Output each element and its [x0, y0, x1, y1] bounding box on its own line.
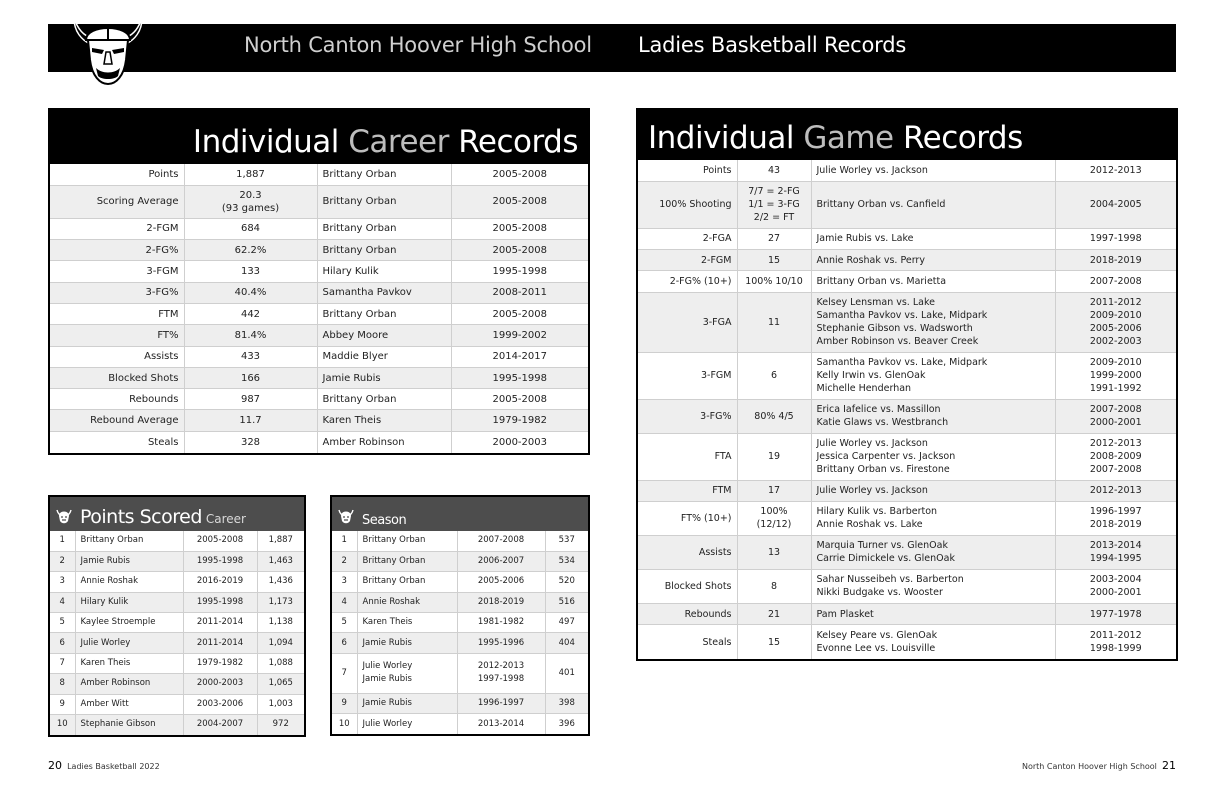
player-years: 2016-2019: [183, 572, 257, 592]
table-row: [638, 250, 1176, 271]
season-year: 2012-2013 1997-1998: [457, 653, 545, 693]
record-years: 2018-2019: [1055, 250, 1176, 271]
footer-right: [1022, 759, 1176, 772]
career-records-header: [50, 110, 588, 164]
points-total: 537: [545, 531, 588, 551]
school-name: North Canton Hoover High School: [244, 33, 592, 57]
player-name: Karen Theis: [357, 613, 457, 633]
rank: 2: [332, 551, 357, 571]
record-category: FT%: [50, 325, 184, 346]
points-total: 396: [558, 718, 575, 729]
rank: 6: [332, 633, 357, 653]
points-total: 398: [545, 693, 588, 713]
record-value: 15: [737, 250, 811, 271]
rank: 7: [50, 653, 75, 673]
left-footer-text: Ladies Basketball 2022: [67, 762, 160, 771]
record-category: FTM: [638, 480, 737, 501]
record-category: Rebounds: [638, 603, 737, 624]
points-total: 516: [545, 592, 588, 612]
points-career-header: [50, 497, 304, 531]
record-category: 3-FG%: [50, 282, 184, 303]
table-row: [50, 572, 304, 592]
record-value: 13: [737, 535, 811, 569]
table-row: [50, 261, 588, 282]
table-row: [50, 431, 588, 452]
rank: 7: [332, 653, 357, 693]
rank: 4: [332, 592, 357, 612]
record-category: Steals: [638, 625, 737, 659]
season-year: 2007-2008: [457, 531, 545, 551]
career-records-table: [50, 164, 588, 453]
player-years: 2000-2003: [183, 674, 257, 694]
record-value: 328: [184, 431, 317, 452]
table-row: [50, 613, 304, 633]
table-row: [638, 480, 1176, 501]
table-row: [50, 389, 588, 410]
record-holder: Brittany Orban: [317, 240, 451, 261]
record-holder: Julie Worley vs. Jackson Jessica Carpenter vs. Jackson Brittany Orban vs. Firestone: [811, 433, 1055, 480]
table-row: [50, 410, 588, 431]
table-row: [50, 551, 304, 571]
player-name: Annie Roshak: [357, 592, 457, 612]
season-year: 2018-2019: [457, 592, 545, 612]
table-row: [638, 352, 1176, 399]
header-banner: [48, 24, 1176, 72]
record-holder: Brittany Orban: [317, 303, 451, 324]
game-records-title: Individual Game Records: [648, 120, 1023, 156]
rank: 8: [50, 674, 75, 694]
record-value: 133: [184, 261, 317, 282]
record-value: 442: [184, 303, 317, 324]
season-year: 2013-2014: [457, 714, 545, 734]
record-category: Rebounds: [50, 389, 184, 410]
player-name: Brittany Orban: [357, 551, 457, 571]
table-row: [50, 185, 588, 218]
footer-left: [48, 759, 160, 772]
points-total: 1,436: [257, 572, 304, 592]
table-row: [332, 551, 588, 571]
record-holder: Marquia Turner vs. GlenOak Carrie Dimickele vs. GlenOak: [811, 535, 1055, 569]
record-category: Blocked Shots: [638, 569, 737, 603]
season-year: 2006-2007: [457, 551, 545, 571]
record-category: Rebound Average: [50, 410, 184, 431]
table-row: [332, 531, 588, 551]
record-years: 2004-2005: [1055, 181, 1176, 228]
record-value: 21: [737, 603, 811, 624]
table-row: [332, 653, 588, 693]
table-row: [638, 433, 1176, 480]
record-category: FT% (10+): [638, 501, 737, 535]
table-row: [50, 674, 304, 694]
record-years: 1997-1998: [1055, 228, 1176, 249]
player-name: Annie Roshak: [75, 572, 183, 592]
points-total: 1,065: [257, 674, 304, 694]
player-name: Kaylee Stroemple: [75, 613, 183, 633]
record-years: 2007-2008 2000-2001: [1055, 399, 1176, 433]
table-row: [332, 572, 588, 592]
record-value: 11.7: [184, 410, 317, 431]
record-years: 2012-2013: [1055, 160, 1176, 181]
table-row: [50, 303, 588, 324]
points-total: 534: [545, 551, 588, 571]
record-category: 3-FGM: [50, 261, 184, 282]
table-row: [50, 694, 304, 714]
points-total: 1,003: [257, 694, 304, 714]
player-name: Karen Theis: [75, 653, 183, 673]
record-holder: Samantha Pavkov: [317, 282, 451, 303]
record-holder: Julie Worley vs. Jackson: [811, 160, 1055, 181]
points-total: 497: [545, 613, 588, 633]
section-title: Ladies Basketball Records: [638, 33, 907, 57]
record-category: 2-FG% (10+): [638, 271, 737, 292]
career-records-title: Individual Career Records: [192, 124, 578, 160]
record-value: 166: [184, 367, 317, 388]
record-years: 1996-1997 2018-2019: [1055, 501, 1176, 535]
points-career-panel: [48, 495, 306, 737]
record-value: 100% 10/10: [737, 271, 811, 292]
table-row: [332, 633, 588, 653]
record-holder: Kelsey Lensman vs. Lake Samantha Pavkov vs. Lake, Midpark Stephanie Gibson vs. Wadsworth Amber Robinson vs. Beaver Creek: [811, 292, 1055, 352]
record-years: 2007-2008: [1055, 271, 1176, 292]
record-years: 2005-2008: [451, 185, 588, 218]
record-years: 2005-2008: [451, 164, 588, 185]
player-name: Julie Worley: [357, 714, 457, 734]
record-holder: Samantha Pavkov vs. Lake, Midpark Kelly Irwin vs. GlenOak Michelle Henderhan: [811, 352, 1055, 399]
record-value: 433: [184, 346, 317, 367]
record-holder: Brittany Orban vs. Canfield: [811, 181, 1055, 228]
record-years: 2003-2004 2000-2001: [1055, 569, 1176, 603]
record-value: 1,887: [184, 164, 317, 185]
points-total: 404: [545, 633, 588, 653]
table-row: [638, 501, 1176, 535]
table-row: [332, 714, 588, 734]
table-row: [50, 346, 588, 367]
player-name: Julie Worley Jamie Rubis: [357, 653, 457, 693]
table-row: [638, 181, 1176, 228]
record-holder: Kelsey Peare vs. GlenOak Evonne Lee vs. Louisville: [811, 625, 1055, 659]
rank: 10: [50, 715, 75, 735]
table-row: [638, 399, 1176, 433]
left-page-number: 20: [48, 759, 62, 772]
rank: 9: [332, 693, 357, 713]
table-row: [50, 653, 304, 673]
record-value: 8: [737, 569, 811, 603]
record-category: 3-FGA: [638, 292, 737, 352]
rank: 1: [332, 531, 357, 551]
record-category: 3-FG%: [638, 399, 737, 433]
record-category: 2-FGM: [50, 218, 184, 239]
player-name: Brittany Orban: [357, 531, 457, 551]
record-value: 6: [737, 352, 811, 399]
record-value: 17: [737, 480, 811, 501]
game-records-panel: [636, 108, 1178, 661]
rank: 5: [332, 613, 357, 633]
player-years: 2004-2007: [183, 715, 257, 735]
record-holder: Karen Theis: [317, 410, 451, 431]
record-value: 27: [737, 228, 811, 249]
game-records-header: [638, 110, 1176, 160]
table-row: [638, 535, 1176, 569]
player-years: 2011-2014: [183, 633, 257, 653]
season-year: 1996-1997: [457, 693, 545, 713]
record-category: FTA: [638, 433, 737, 480]
points-career-table: [50, 531, 304, 735]
player-name: Hilary Kulik: [75, 592, 183, 612]
record-category: 2-FGM: [638, 250, 737, 271]
table-row: [50, 715, 304, 735]
record-holder: Pam Plasket: [811, 603, 1055, 624]
game-records-table: [638, 160, 1176, 659]
record-holder: Sahar Nusseibeh vs. Barberton Nikki Budgake vs. Wooster: [811, 569, 1055, 603]
rank: 5: [50, 613, 75, 633]
points-season-header: [332, 497, 588, 531]
record-years: 1995-1998: [451, 261, 588, 282]
points-total: 1,463: [257, 551, 304, 571]
record-holder: Maddie Blyer: [317, 346, 451, 367]
player-years: 1995-1998: [183, 592, 257, 612]
table-row: [332, 592, 588, 612]
player-name: Amber Witt: [75, 694, 183, 714]
table-row: [50, 240, 588, 261]
record-holder: Hilary Kulik vs. Barberton Annie Roshak vs. Lake: [811, 501, 1055, 535]
player-years: 1995-1998: [183, 551, 257, 571]
player-years: 2005-2008: [183, 531, 257, 551]
rank: 3: [50, 572, 75, 592]
season-year: 1981-1982: [457, 613, 545, 633]
record-holder: Erica Iafelice vs. Massillon Katie Glaws vs. Westbranch: [811, 399, 1055, 433]
record-holder: Amber Robinson: [317, 431, 451, 452]
rank: 9: [50, 694, 75, 714]
player-name: Stephanie Gibson: [75, 715, 183, 735]
record-holder: Brittany Orban: [317, 164, 451, 185]
record-years: 2013-2014 1994-1995: [1055, 535, 1176, 569]
points-total: 1,088: [257, 653, 304, 673]
record-category: Points: [638, 160, 737, 181]
season-year: 2005-2006: [457, 572, 545, 592]
table-row: [50, 592, 304, 612]
viking-helmet-icon: [338, 507, 354, 525]
table-row: [50, 633, 304, 653]
record-category: 100% Shooting: [638, 181, 737, 228]
points-career-title: Points Scored: [80, 506, 202, 528]
points-total: 1,887: [257, 531, 304, 551]
record-value: 15: [737, 625, 811, 659]
record-holder: Brittany Orban: [317, 389, 451, 410]
table-row: [638, 569, 1176, 603]
record-years: 2009-2010 1999-2000 1991-1992: [1055, 352, 1176, 399]
record-years: 2005-2008: [451, 389, 588, 410]
record-years: 2005-2008: [451, 218, 588, 239]
table-row: [638, 292, 1176, 352]
table-row: [638, 625, 1176, 659]
player-years: 2011-2014: [183, 613, 257, 633]
record-category: FTM: [50, 303, 184, 324]
rank: 2: [50, 551, 75, 571]
points-season-table: [332, 531, 588, 734]
record-category: 2-FGA: [638, 228, 737, 249]
table-row: [638, 603, 1176, 624]
rank: 4: [50, 592, 75, 612]
record-value: 62.2%: [184, 240, 317, 261]
record-years: 1977-1978: [1055, 603, 1176, 624]
rank: 3: [332, 572, 357, 592]
points-season-panel: [330, 495, 590, 736]
player-name: Amber Robinson: [75, 674, 183, 694]
points-total: 1,138: [257, 613, 304, 633]
record-value: 20.3 (93 games): [184, 185, 317, 218]
record-category: Points: [50, 164, 184, 185]
record-value: 81.4%: [184, 325, 317, 346]
table-row: [638, 160, 1176, 181]
player-name: Brittany Orban: [75, 531, 183, 551]
record-years: 2014-2017: [451, 346, 588, 367]
rank: 10: [332, 714, 357, 734]
record-category: 2-FG%: [50, 240, 184, 261]
record-years: 2011-2012 1998-1999: [1089, 630, 1142, 655]
record-category: Assists: [638, 535, 737, 569]
record-value: 684: [184, 218, 317, 239]
table-row: [332, 693, 588, 713]
record-category: Steals: [50, 431, 184, 452]
points-total: 520: [545, 572, 588, 592]
record-holder: Brittany Orban: [317, 185, 451, 218]
record-holder: Jamie Rubis: [317, 367, 451, 388]
record-years: 2012-2013: [1055, 480, 1176, 501]
table-row: [50, 531, 304, 551]
record-holder: Annie Roshak vs. Perry: [811, 250, 1055, 271]
record-value: 19: [737, 433, 811, 480]
record-years: 1979-1982: [451, 410, 588, 431]
rank: 6: [50, 633, 75, 653]
points-season-title: Season: [362, 513, 407, 528]
rank: 1: [50, 531, 75, 551]
right-page-number: 21: [1162, 759, 1176, 772]
table-row: [638, 228, 1176, 249]
player-name: Brittany Orban: [357, 572, 457, 592]
table-row: [50, 325, 588, 346]
table-row: [332, 613, 588, 633]
record-years: 2000-2003: [492, 436, 547, 448]
record-years: 2005-2008: [451, 240, 588, 261]
record-category: 3-FGM: [638, 352, 737, 399]
table-row: [50, 367, 588, 388]
record-category: Assists: [50, 346, 184, 367]
player-years: 2003-2006: [183, 694, 257, 714]
record-years: 1995-1998: [451, 367, 588, 388]
viking-helmet-icon: [56, 507, 72, 525]
record-value: 100% (12/12): [737, 501, 811, 535]
points-total: 972: [257, 715, 304, 735]
record-holder: Julie Worley vs. Jackson: [811, 480, 1055, 501]
record-value: 43: [737, 160, 811, 181]
table-row: [50, 164, 588, 185]
record-category: Scoring Average: [50, 185, 184, 218]
points-total: 1,173: [257, 592, 304, 612]
player-name: Julie Worley: [75, 633, 183, 653]
player-name: Jamie Rubis: [357, 693, 457, 713]
record-value: 11: [737, 292, 811, 352]
record-value: 80% 4/5: [737, 399, 811, 433]
record-holder: Brittany Orban: [317, 218, 451, 239]
record-holder: Brittany Orban vs. Marietta: [811, 271, 1055, 292]
points-total: 401: [545, 653, 588, 693]
player-name: Jamie Rubis: [357, 633, 457, 653]
table-row: [50, 218, 588, 239]
record-value: 987: [184, 389, 317, 410]
table-row: [50, 282, 588, 303]
record-category: Blocked Shots: [50, 367, 184, 388]
record-value: 40.4%: [184, 282, 317, 303]
viking-mascot-logo: [68, 10, 148, 90]
right-footer-text: North Canton Hoover High School: [1022, 762, 1157, 771]
points-total: 1,094: [257, 633, 304, 653]
player-name: Jamie Rubis: [75, 551, 183, 571]
record-value: 7/7 = 2-FG 1/1 = 3-FG 2/2 = FT: [737, 181, 811, 228]
record-holder: Abbey Moore: [317, 325, 451, 346]
player-years: 1979-1982: [183, 653, 257, 673]
record-years: 2011-2012 2009-2010 2005-2006 2002-2003: [1055, 292, 1176, 352]
table-row: [638, 271, 1176, 292]
points-career-subtitle: Career: [205, 512, 246, 526]
record-holder: Hilary Kulik: [317, 261, 451, 282]
record-years: 2005-2008: [451, 303, 588, 324]
record-years: 2008-2011: [451, 282, 588, 303]
record-years: 1999-2002: [451, 325, 588, 346]
record-years: 2012-2013 2008-2009 2007-2008: [1055, 433, 1176, 480]
record-holder: Jamie Rubis vs. Lake: [811, 228, 1055, 249]
career-records-panel: [48, 108, 590, 455]
season-year: 1995-1996: [457, 633, 545, 653]
